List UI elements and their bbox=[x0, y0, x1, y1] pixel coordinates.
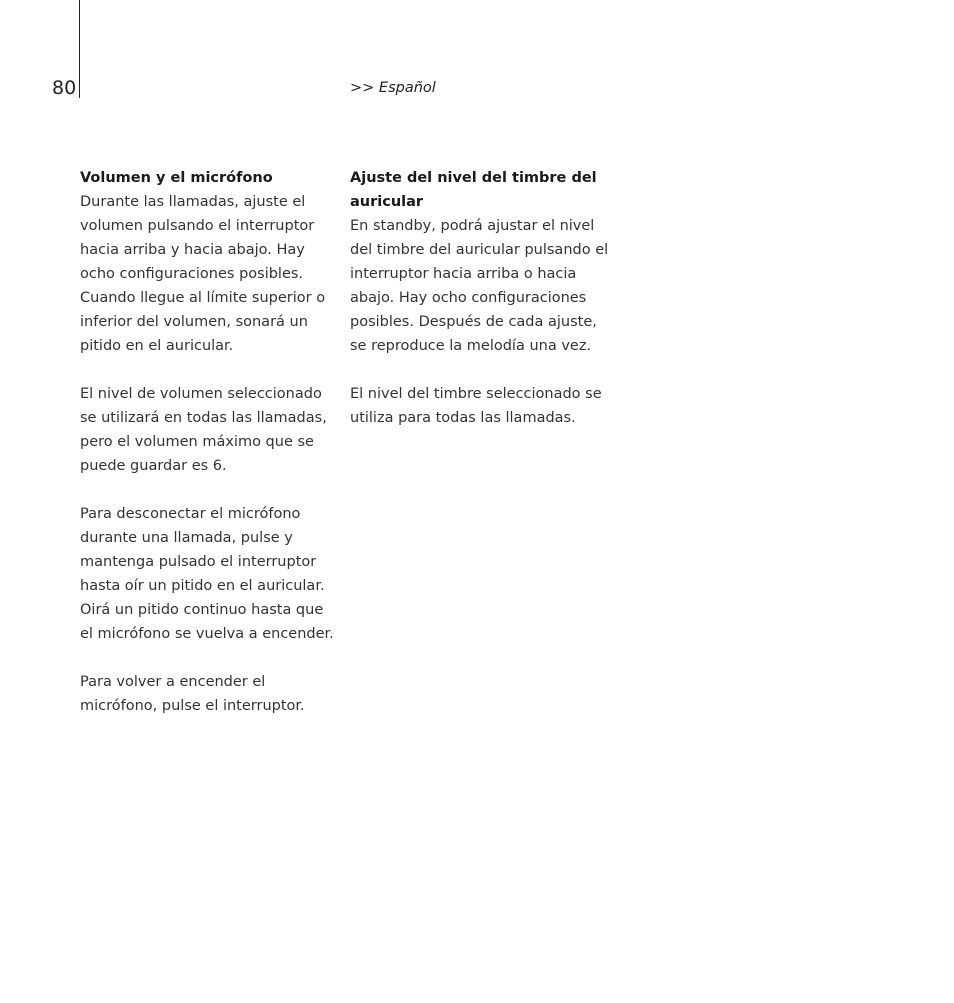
section-heading-ringer-level: Ajuste del nivel del timbre del auricular bbox=[350, 170, 597, 210]
left-column bbox=[80, 166, 340, 742]
paragraph-ringer-adjust: En standby, podrá ajustar el nivel del timbre del auricular pulsando el interruptor hacia arriba o hacia abajo. Hay ocho configuraciones posibles. Después de cada ajuste, se reproduce la melodía una vez. bbox=[350, 218, 609, 354]
section-heading-volume-microphone: Volumen y el micrófono bbox=[80, 170, 273, 186]
page-number: 80 bbox=[52, 77, 77, 99]
page-margin-rule bbox=[79, 0, 80, 98]
paragraph-volume-adjust: Durante las llamadas, ajuste el volumen pulsando el interruptor hacia arriba y hacia abajo. Hay ocho configuraciones posibles. Cuando llegue al límite superior o inferior del volumen, sonará un pitido en el auricular. bbox=[80, 194, 326, 354]
paragraph-ringer-saved: El nivel del timbre seleccionado se utiliza para todas las llamadas. bbox=[350, 386, 602, 426]
breadcrumb-language: Español bbox=[378, 80, 436, 96]
paragraph-unmute-microphone: Para volver a encender el micrófono, pulse el interruptor. bbox=[80, 674, 305, 714]
right-column bbox=[350, 166, 615, 454]
breadcrumb-prefix: >> bbox=[350, 80, 379, 96]
paragraph-volume-saved: El nivel de volumen seleccionado se utilizará en todas las llamadas, pero el volumen máximo que se puede guardar es 6. bbox=[80, 386, 327, 474]
breadcrumb bbox=[350, 78, 436, 98]
paragraph-mute-microphone: Para desconectar el micrófono durante una llamada, pulse y mantenga pulsado el interruptor hasta oír un pitido en el auricular. Oirá un pitido continuo hasta que el micrófono se vuelva a encender. bbox=[80, 506, 334, 642]
